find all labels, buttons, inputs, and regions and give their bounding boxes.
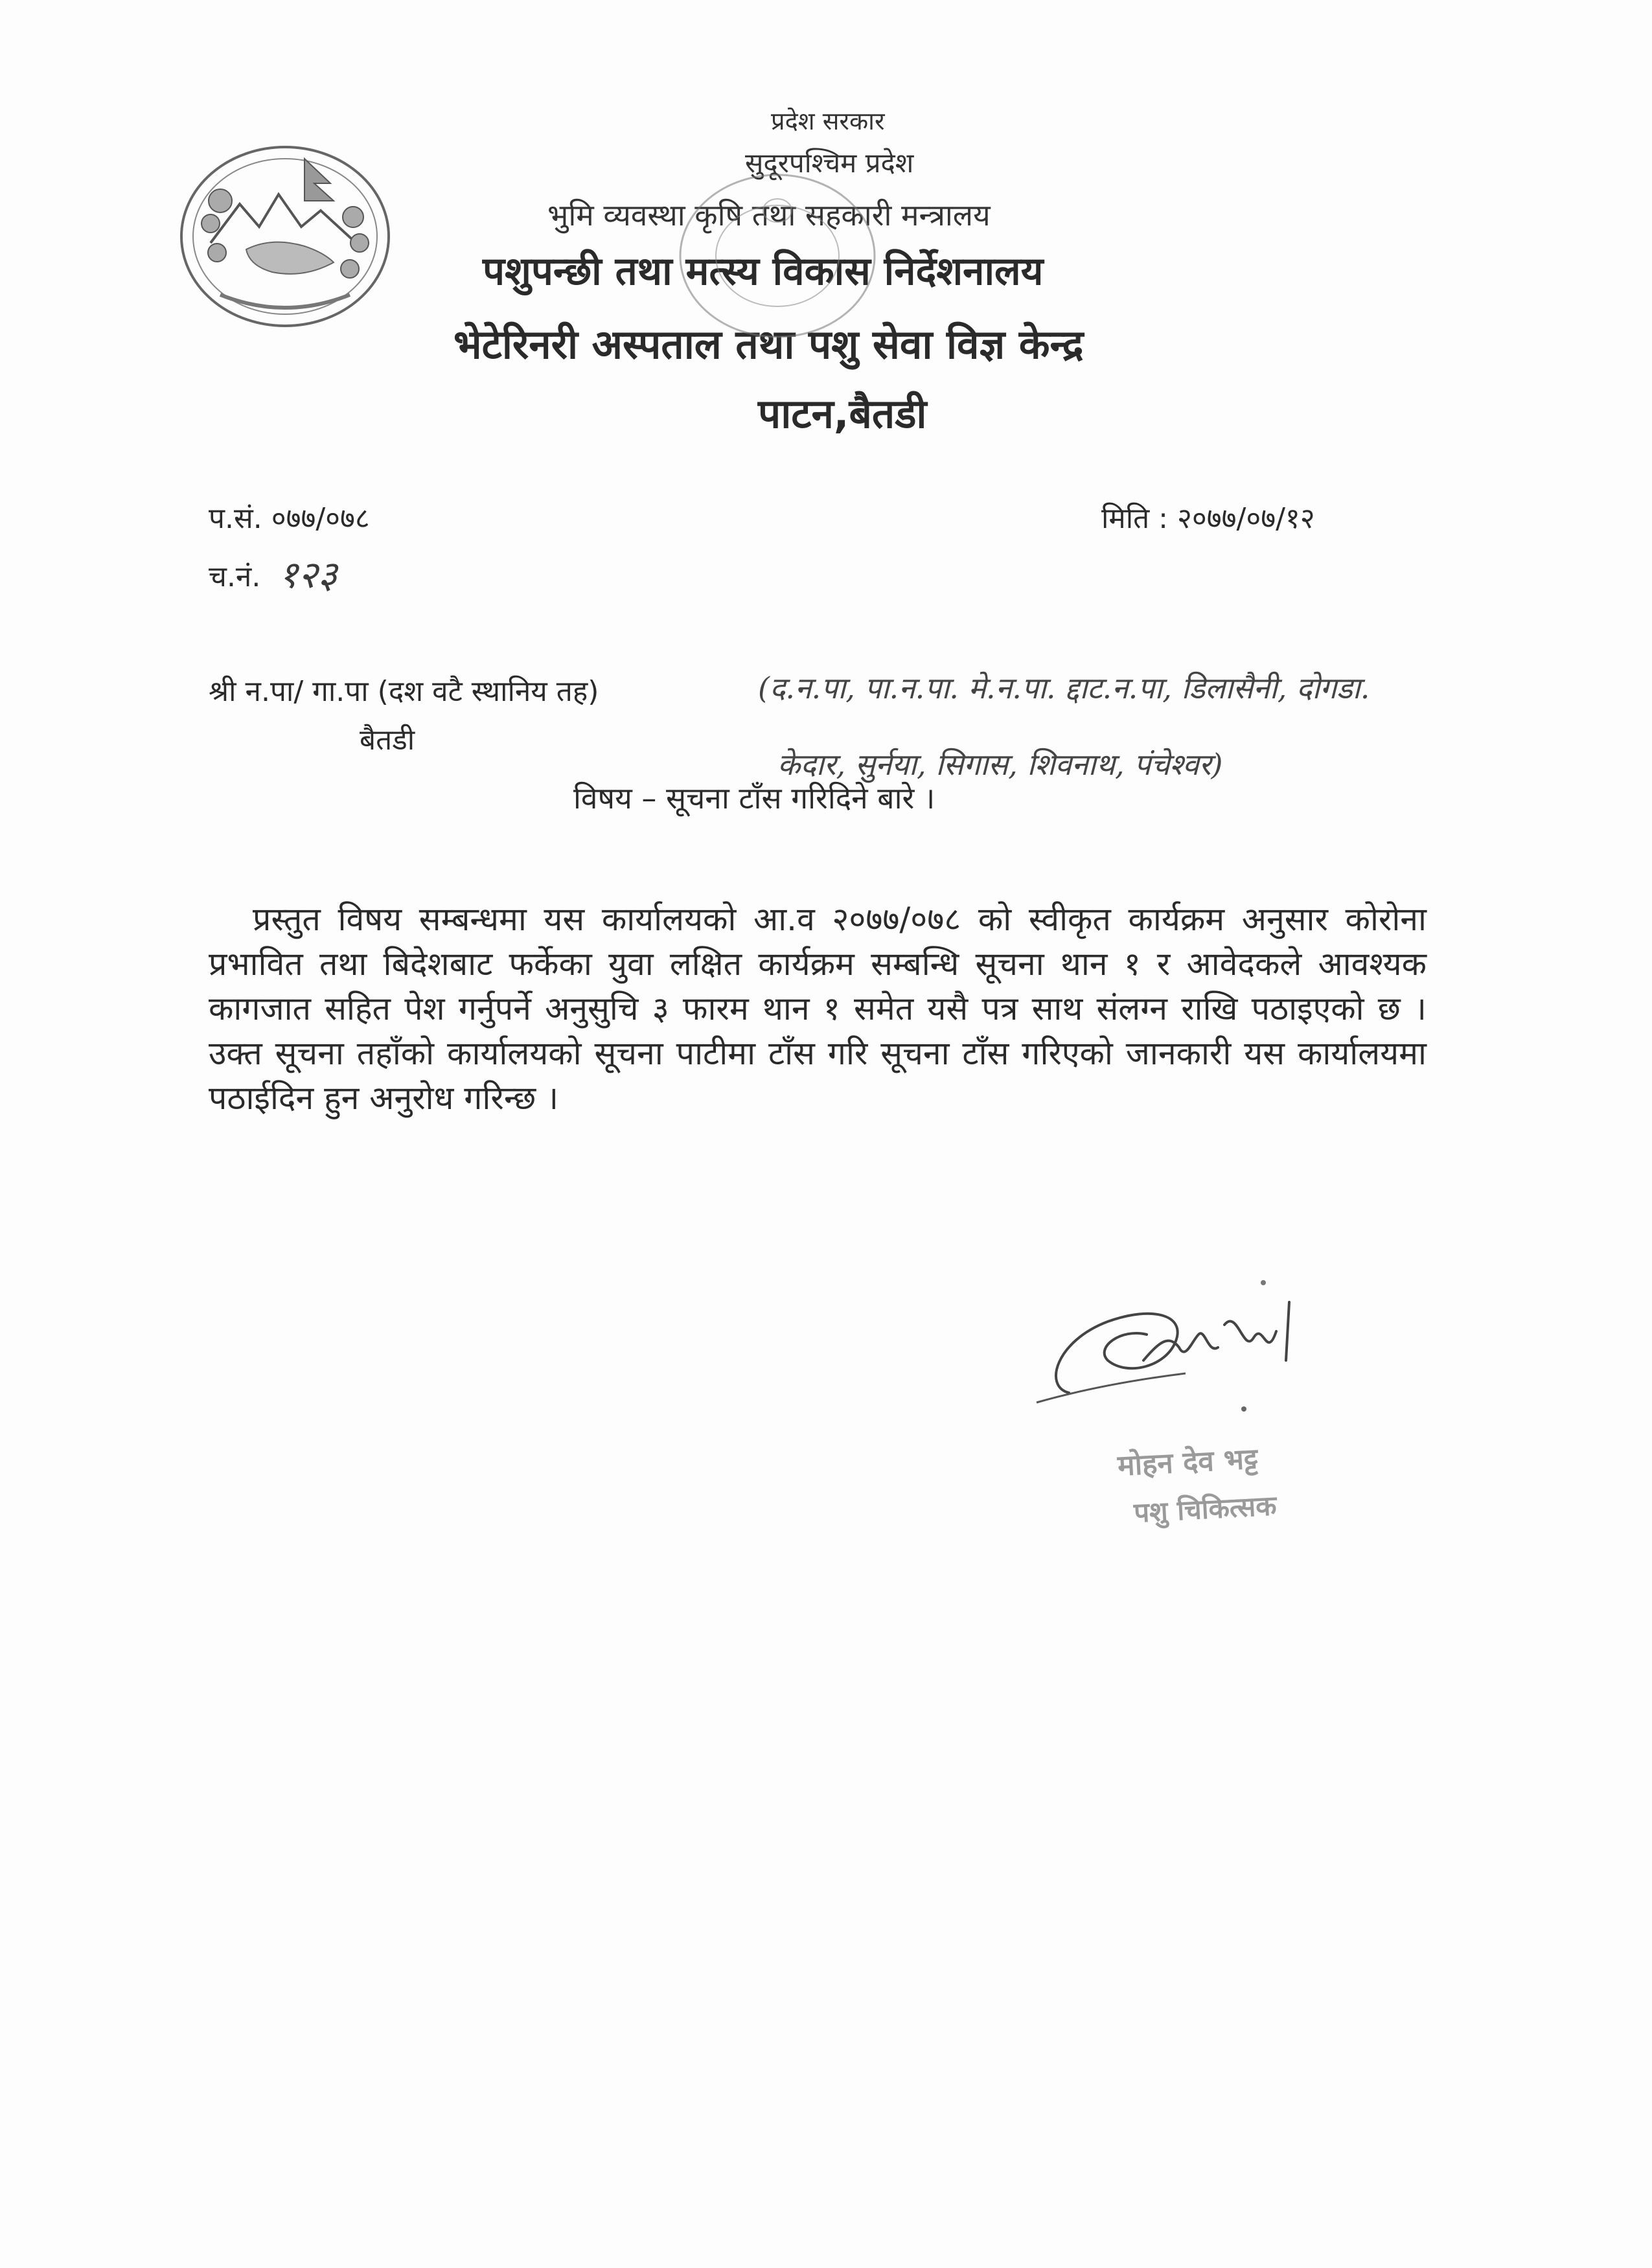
nepal-emblem-icon <box>175 139 395 327</box>
header-directorate: पशुपन्छी तथा मत्स्य विकास निर्देशनालय <box>483 249 1044 294</box>
header-government: प्रदेश सरकार <box>771 107 885 135</box>
header-ministry: भुमि व्यवस्था कृषि तथा सहकारी मन्त्रालय <box>547 198 991 233</box>
dispatch-number-label: च.नं. <box>209 560 261 593</box>
addressee-place: बैतडी <box>360 724 415 757</box>
office-stamp-icon <box>667 159 888 353</box>
letter-reference-number: प.सं. ०७७/०७८ <box>209 502 370 535</box>
addressee-line: श्री न.पा/ गा.पा (दश वटै स्थानिय तह) <box>209 675 599 708</box>
letter-body: प्रस्तुत विषय सम्बन्धमा यस कार्यालयको आ.व २०७७/०७८ को स्वीकृत कार्यक्रम अनुसार कोरोना प्रभावित तथा बिदेशबाट फर्केका युवा लक्षित कार्यक्रम सम्बन्धि सूचना थान १ र आवेदकले आवश्यक कागजात सहित पेश गर्नुपर्ने अनुसुचि ३ फारम थान १ समेत यसै पत्र साथ संलग्न राखि पठाइएको छ । उक्त सूचना तहाँको कार्यालयको सूचना पाटीमा टाँस गरि सूचना टाँस गरिएको जानकारी यस कार्यालयमा पठाईदिन हुन अनुरोध गरिन्छ । <box>209 900 1427 1117</box>
handwritten-recipients-line-1: (द.न.पा, पा.न.पा. मे.न.पा. द्दाट.न.पा, डिलासैनी, दोगडा. <box>758 670 1370 705</box>
dispatch-number-handwritten: १२३ <box>279 553 338 597</box>
header-province: सुदूरपश्चिम प्रदेश <box>745 147 914 179</box>
handwritten-recipients-line-2: केदार, सुर्नया, सिगास, शिवनाथ, पंचेश्वर) <box>777 747 1223 782</box>
signature-icon <box>1030 1263 1367 1425</box>
letter-subject: विषय – सूचना टाँस गरिदिने बारे । <box>573 781 935 816</box>
header-place: पाटन,बैतडी <box>758 390 927 437</box>
signatory-name: मोहन देव भट्ट <box>1116 1442 1259 1483</box>
signatory-title: पशु चिकित्सक <box>1132 1489 1278 1529</box>
letter-date: मिति : २०७७/०७/१२ <box>1101 502 1315 535</box>
header-center: भेटेरिनरी अस्पताल तथा पशु सेवा विज्ञ केन्द्र <box>453 321 1084 368</box>
